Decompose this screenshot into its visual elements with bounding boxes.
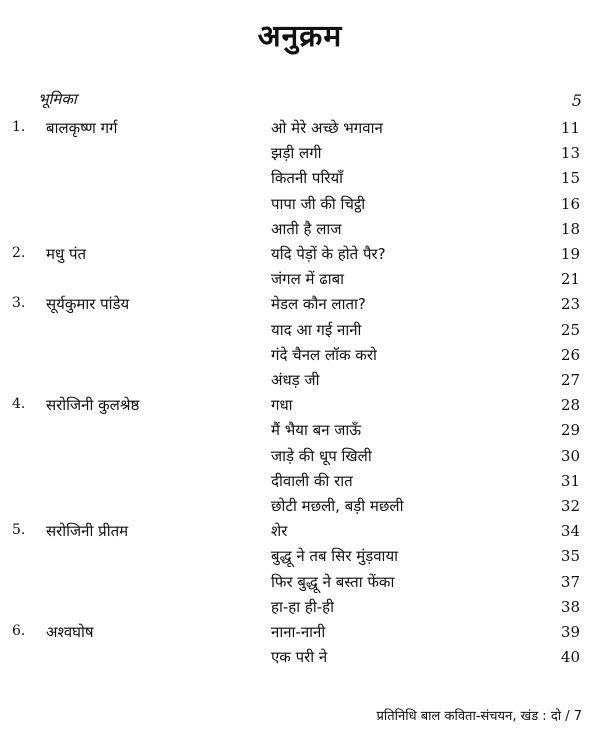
author-name: मधु पंत bbox=[46, 245, 87, 263]
author-name: अश्वघोष bbox=[46, 623, 94, 641]
section-number: 5. bbox=[12, 522, 26, 538]
page-number: 32 bbox=[560, 497, 580, 515]
poem-title: दीवाली की रात bbox=[271, 472, 353, 490]
page-number: 27 bbox=[560, 371, 580, 389]
page-number: 28 bbox=[560, 396, 580, 414]
poem-title: फिर बुद्धू ने बस्ता फेंका bbox=[271, 573, 395, 591]
page-number: 16 bbox=[560, 195, 580, 213]
section-number: 1. bbox=[12, 119, 26, 135]
page-number: 13 bbox=[560, 144, 580, 162]
page-number: 34 bbox=[560, 522, 580, 540]
intro-label: भूमिका bbox=[38, 90, 77, 108]
page-number: 29 bbox=[560, 421, 580, 439]
page-number: 38 bbox=[560, 598, 580, 616]
poem-title: यदि पेड़ों के होते पैर? bbox=[271, 245, 386, 263]
page-number: 23 bbox=[560, 295, 580, 313]
page-number: 30 bbox=[560, 447, 580, 465]
section-number: 6. bbox=[12, 623, 26, 639]
section-number: 4. bbox=[12, 396, 26, 412]
intro-page-number: 5 bbox=[571, 91, 582, 110]
poem-title: हा-हा ही-ही bbox=[271, 598, 334, 616]
page-footer: प्रतिनिधि बाल कविता-संचयन, खंड : दो / 7 bbox=[376, 709, 582, 724]
author-name: सरोजिनी प्रीतम bbox=[46, 522, 129, 540]
page-number: 25 bbox=[560, 321, 580, 339]
poem-title: अंधड़ जी bbox=[271, 371, 320, 389]
poem-title: मैं भैया बन जाऊँ bbox=[271, 421, 362, 439]
poem-title: झड़ी लगी bbox=[271, 144, 322, 162]
page-number: 31 bbox=[560, 472, 580, 490]
poem-title: गधा bbox=[271, 396, 293, 414]
page-number: 21 bbox=[560, 270, 580, 288]
poem-title: याद आ गई नानी bbox=[271, 321, 362, 339]
page-number: 18 bbox=[560, 220, 580, 238]
section-number: 2. bbox=[12, 245, 26, 261]
poem-title: आती है लाज bbox=[271, 220, 342, 238]
poem-title: कितनी परियाँ bbox=[271, 169, 344, 187]
poem-title: बुद्धू ने तब सिर मुंड़वाया bbox=[271, 547, 399, 565]
author-name: सूर्यकुमार पांडेय bbox=[46, 295, 130, 313]
page-number: 15 bbox=[560, 169, 580, 187]
poem-title: नाना-नानी bbox=[271, 623, 326, 641]
poem-title: ओ मेरे अच्छे भगवान bbox=[271, 119, 383, 137]
page-number: 37 bbox=[560, 573, 580, 591]
page-number: 39 bbox=[560, 623, 580, 641]
author-name: बालकृष्ण गर्ग bbox=[46, 119, 118, 137]
poem-title: गंदे चैनल लॉक करो bbox=[271, 346, 377, 364]
poem-title: शेर bbox=[271, 522, 288, 540]
author-name: सरोजिनी कुलश्रेष्ठ bbox=[46, 396, 140, 414]
poem-title: जाड़े की धूप खिली bbox=[271, 447, 372, 465]
page-number: 26 bbox=[560, 346, 580, 364]
page-number: 40 bbox=[560, 648, 580, 666]
poem-title: मेडल कौन लाता? bbox=[271, 295, 366, 313]
section-number: 3. bbox=[12, 295, 26, 311]
poem-title: एक परी ने bbox=[271, 648, 328, 666]
poem-title: पापा जी की चिट्ठी bbox=[271, 195, 366, 213]
poem-title: छोटी मछली, बड़ी मछली bbox=[271, 497, 404, 515]
page-title: अनुक्रम bbox=[257, 19, 343, 54]
page-number: 35 bbox=[560, 547, 580, 565]
page-number: 19 bbox=[560, 245, 580, 263]
page-number: 11 bbox=[560, 119, 580, 137]
poem-title: जंगल में ढाबा bbox=[271, 270, 345, 288]
